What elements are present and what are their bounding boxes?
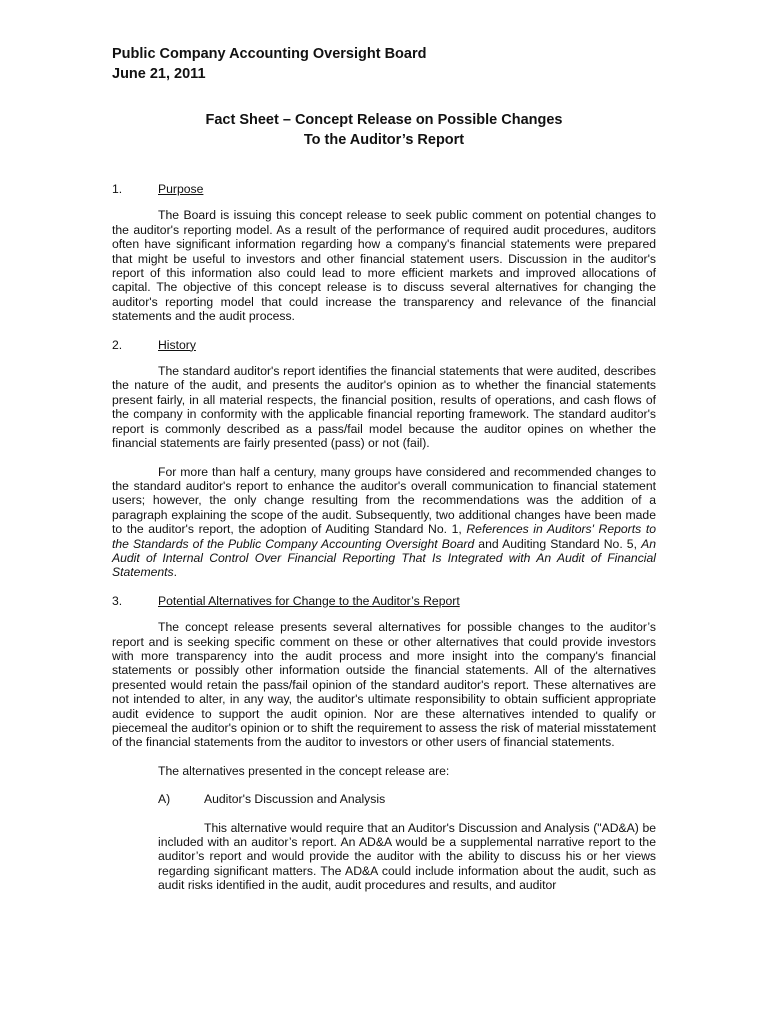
section-1-heading bbox=[112, 182, 656, 196]
paragraph-text: and Auditing Standard No. 5, bbox=[474, 536, 642, 551]
section-2-paragraph-2 bbox=[112, 465, 656, 580]
paragraph-text: For more than half a century, many groups have considered and recommended changes to the standard auditor's report to enhance the auditor's overall communication to financial statement users; however, the only change resulting from the recommendations was the addition of a paragraph explaining the scope of the audit. Subsequently, two additional changes have been made to the auditor's report, the adoption of Auditing Standard No. 1, bbox=[112, 464, 656, 537]
organization-name: Public Company Accounting Oversight Board bbox=[112, 46, 427, 62]
section-3-heading bbox=[112, 594, 656, 608]
document-date: June 21, 2011 bbox=[112, 66, 206, 82]
section-1-paragraph: The Board is issuing this concept release to seek public comment on potential changes to the auditor's reporting model. As a result of the performance of required audit procedures, auditors often have significant information regarding how a company's financial statements were prepared that might be useful to investors and other financial statement users. Discussion in the auditor's report of this information also could lead to more efficient markets and improved allocations of capital. The objective of this concept release is to discuss several alternatives for changing the auditor's reporting model that could increase the transparency and relevance of the financial statements and the audit process. bbox=[112, 208, 656, 324]
subsection-title: Auditor's Discussion and Analysis bbox=[204, 792, 386, 807]
section-2-paragraph-1: The standard auditor's report identifies the financial statements that were audited, describes the nature of the audit, and presents the auditor's opinion as to whether the financial statements present fairly, in all material respects, the financial position, results of operations, and cash flows of the company in conformity with the applicable financial reporting framework. The standard auditor's report is commonly described as a pass/fail model because the auditor opines on whether the financial statements are fairly presented (pass) or not (fail). bbox=[112, 364, 656, 451]
section-2-heading bbox=[112, 338, 656, 352]
section-number: 3. bbox=[112, 593, 123, 608]
subsection-letter: A) bbox=[158, 792, 171, 807]
subsection-a-body bbox=[112, 821, 656, 893]
section-number: 2. bbox=[112, 337, 123, 352]
subsection-a-paragraph: This alternative would require that an Auditor's Discussion and Analysis ("AD&A) be included with an auditor’s report. An AD&A would be a supplemental narrative report to the auditor’s report and would provide the auditor with the ability to discuss his or her views regarding significant matters. The AD&A could include information about the audit, such as audit risks identified in the audit, audit procedures and results, and auditor bbox=[158, 820, 656, 893]
title-line-1: Fact Sheet – Concept Release on Possible Changes bbox=[205, 112, 563, 128]
section-title: History bbox=[158, 337, 196, 352]
section-title: Potential Alternatives for Change to the Auditor’s Report bbox=[158, 593, 460, 608]
section-3-paragraph-1: The concept release presents several alternatives for possible changes to the auditor’s report and is seeking specific comment on these or other alternatives that could provide investors with more transparency into the audit process and more insight into the company's financial statements or possibly other information outside the financial statements. All of the alternatives presented would retain the pass/fail opinion of the standard auditor's report. These alternatives are not intended to alter, in any way, the auditor's ultimate responsibility to obtain sufficient appropriate audit evidence to support the audit opinion. Nor are these alternatives intended to qualify or piecemeal the auditor's opinion or to shift the requirement to assess the risk of material misstatement of the financial statements from the auditor to investors or other users of financial statements. bbox=[112, 620, 656, 750]
section-number: 1. bbox=[112, 182, 123, 196]
standard-title-italic: An Audit of Internal Control Over Financial Reporting That Is Integrated with An Audit of Financial Statements bbox=[112, 536, 656, 580]
section-3-paragraph-2: The alternatives presented in the concept release are: bbox=[158, 763, 450, 778]
subsection-a-heading bbox=[112, 792, 656, 806]
section-title: Purpose bbox=[158, 182, 204, 196]
paragraph-text: . bbox=[173, 565, 178, 580]
document-title bbox=[112, 110, 656, 150]
standard-title-italic: References in Auditors' Reports to the Standards of the Public Company Accounting Oversight Board bbox=[112, 522, 656, 551]
title-line-2: To the Auditor’s Report bbox=[303, 132, 465, 148]
